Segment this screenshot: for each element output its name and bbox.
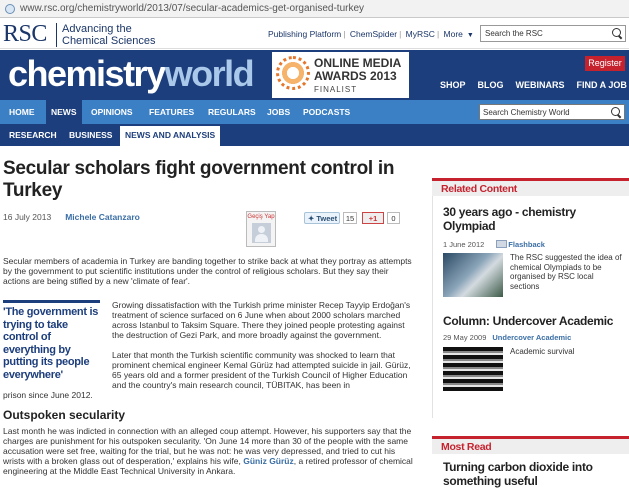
nav-podcasts[interactable]: PODCASTS — [303, 107, 351, 117]
google-plus-button[interactable]: +1 — [362, 212, 384, 224]
search-icon[interactable] — [612, 28, 622, 38]
link-separator: | — [343, 29, 346, 39]
article-date: 16 July 2013 — [3, 212, 52, 222]
related-item-2-category[interactable]: Undercover Academic — [492, 333, 572, 342]
address-bar[interactable] — [0, 0, 629, 18]
tweet-count: 15 — [343, 212, 357, 224]
related-content-header — [432, 178, 629, 196]
rsc-search-placeholder: Search the RSC — [485, 29, 543, 38]
subnav-research[interactable]: RESEARCH — [9, 130, 57, 140]
link-publishing-platform[interactable]: Publishing Platform — [268, 29, 342, 39]
search-icon[interactable] — [611, 107, 621, 117]
cw-header — [0, 50, 629, 100]
article-meta — [3, 212, 140, 222]
profile-switch-label: Geçiş Yap — [247, 214, 275, 220]
related-item-1-title[interactable]: 30 years ago - chemistry Olympiad — [443, 205, 576, 233]
link-find-a-job[interactable]: FIND A JOB — [576, 80, 627, 90]
nav-features[interactable]: FEATURES — [149, 107, 195, 117]
link-myrsc[interactable]: MyRSC — [405, 29, 435, 39]
related-item-1-summary: The RSC suggested the idea of chemical Olympiads to be organised by RSC local sections — [510, 253, 622, 291]
article-title: Secular scholars fight government control in Turkey — [3, 158, 395, 201]
related-item-1-meta — [443, 240, 545, 249]
register-button[interactable]: Register — [585, 56, 625, 71]
tweet-label: Tweet — [316, 214, 338, 223]
nav-opinions[interactable]: OPINIONS — [91, 107, 133, 117]
related-item-1-thumbnail[interactable] — [443, 253, 503, 297]
award-badge-icon — [276, 56, 310, 90]
related-content-heading: Related Content — [441, 183, 518, 195]
tweet-button[interactable] — [304, 212, 340, 224]
related-item-1-category[interactable]: Flashback — [508, 240, 545, 249]
link-more[interactable]: More — [443, 29, 463, 39]
link-webinars[interactable]: WEBINARS — [515, 80, 565, 90]
most-read-heading: Most Read — [441, 441, 492, 453]
rsc-links — [266, 29, 476, 39]
link-separator: | — [399, 29, 402, 39]
related-item-1-date: 1 June 2012 — [443, 240, 485, 249]
nav-news[interactable]: NEWS — [46, 100, 82, 124]
link-guniz-guruz[interactable]: Güniz Gürüz — [243, 456, 294, 466]
nav-regulars[interactable]: REGULARS — [208, 107, 256, 117]
nav-jobs[interactable]: JOBS — [267, 107, 291, 117]
rsc-logo[interactable]: RSC — [3, 21, 47, 47]
link-shop[interactable]: SHOP — [440, 80, 466, 90]
rsc-top-bar — [0, 18, 629, 49]
rsc-tagline — [56, 23, 176, 47]
rsc-search-input[interactable] — [480, 25, 626, 42]
most-read-header — [432, 436, 629, 454]
twitter-bird-icon: ✦ — [308, 214, 315, 223]
related-item-2-thumbnail[interactable] — [443, 347, 503, 391]
article-paragraph-2: Later that month the Turkish scientific community was shocked to learn that prominent chemical engineer Kemal Gürüz had attempted suicide in jail. Gürüz, 65 years old and a former president of the Turkish Council of Higher Education and the country's main research council, TÜBITAK, has been in — [112, 350, 411, 390]
rsc-tagline-line2: Chemical Sciences — [62, 35, 156, 47]
profile-switch-widget[interactable] — [246, 211, 276, 247]
subnav-business[interactable]: BUSINESS — [69, 130, 113, 140]
cw-search-placeholder: Search Chemistry World — [483, 108, 570, 117]
globe-icon — [5, 4, 15, 14]
chemistry-world-logo[interactable] — [8, 54, 253, 94]
header-links — [440, 80, 627, 90]
related-item-2-date: 29 May 2009 — [443, 333, 487, 342]
award-line2: AWARDS 2013 — [314, 69, 397, 83]
chevron-down-icon[interactable]: ▼ — [466, 32, 474, 39]
link-blog[interactable]: BLOG — [477, 80, 504, 90]
award-line1: ONLINE MEDIA — [314, 56, 402, 70]
award-banner[interactable] — [272, 52, 409, 98]
main-nav — [0, 100, 629, 124]
article-intro: Secular members of academia in Turkey are banding together to strike back at what they portray as attempts by the government to put scientific institutions under the control of religious scholars. But they say their actions are being stifled by a new 'climate of fear'. — [3, 256, 412, 286]
article-paragraph-3 — [3, 426, 415, 476]
logo-world: world — [164, 53, 254, 94]
avatar-icon — [252, 223, 271, 243]
subnav-news-and-analysis[interactable]: NEWS AND ANALYSIS — [120, 126, 220, 146]
google-plus-count: 0 — [387, 212, 400, 224]
article-subhead: Outspoken secularity — [3, 408, 126, 422]
most-read-item-1-title[interactable]: Turning carbon dioxide into something useful — [443, 460, 593, 488]
address-url[interactable]: www.rsc.org/chemistryworld/2013/07/secular-academics-get-organised-turkey — [20, 3, 365, 14]
related-item-2-title[interactable]: Column: Undercover Academic — [443, 314, 614, 328]
award-line3: FINALIST — [314, 85, 358, 94]
paragraph-3-text-b: , a retired professor of chemical engineering at the Middle East Technical University in Ankara. — [3, 456, 413, 476]
related-item-2-summary: Academic survival — [510, 347, 575, 356]
nav-home[interactable]: HOME — [9, 107, 35, 117]
link-chemspider[interactable]: ChemSpider — [349, 29, 398, 39]
link-separator: | — [436, 29, 440, 39]
pull-quote: 'The government is trying to take control of everything by putting its people everywhere' — [3, 300, 100, 381]
rsc-tagline-line1: Advancing the — [62, 23, 132, 35]
flashback-icon — [496, 240, 507, 248]
sub-nav — [0, 124, 629, 146]
article-author[interactable]: Michele Catanzaro — [65, 212, 140, 222]
paragraph-3-text-a: Last month he was indicted in connection with an alleged coup attempt. However, his supporters say that the charges are punishment for his outspoken secularity. 'On June 14 more than 30 of the people with the same accusation were set free, waiting for the trial, but he was not: he was very depressed, and tried to cut his wrists with a broken glass out of desperation,' explains his wife, — [3, 426, 412, 466]
related-item-2-meta — [443, 333, 571, 342]
article-paragraph-2-tail: prison since June 2012. — [3, 390, 93, 400]
cw-search-input[interactable] — [479, 104, 625, 120]
logo-chemistry: chemistry — [8, 53, 165, 94]
article-paragraph-1: Growing dissatisfaction with the Turkish prime minister Recep Tayyip Erdoğan's treatment of science surfaced on 6 June when about 2000 scholars marched across Istanbul to Taksim Square. There they joined people protesting against the destruction of Gezi Park, and more broadly against the government. — [112, 300, 411, 340]
